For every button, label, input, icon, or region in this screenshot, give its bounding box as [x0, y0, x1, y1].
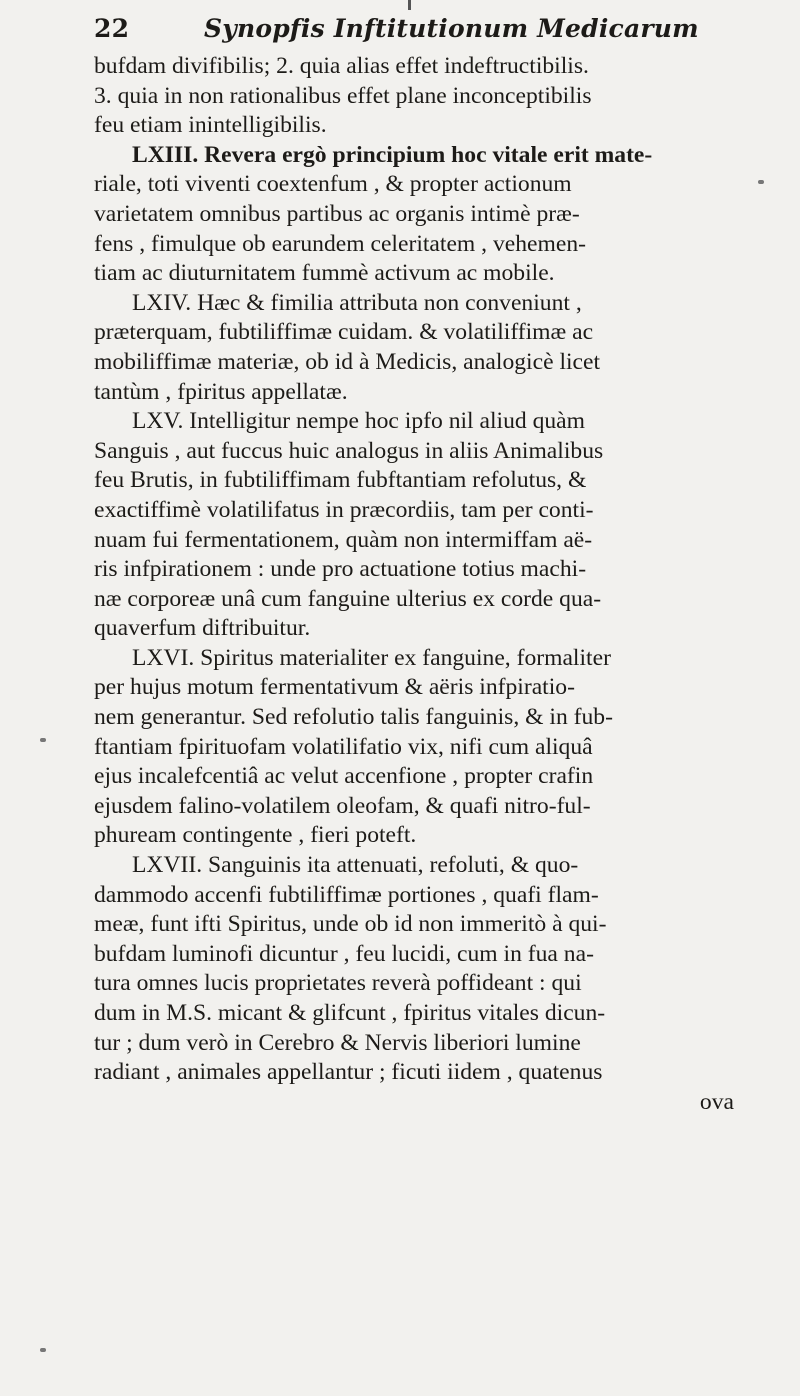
text-line: per hujus motum fermentativum & aëris infpiratio- — [94, 674, 575, 701]
text-line: ejus incalefcentiâ ac velut accenfione , propter crafin — [94, 763, 594, 790]
text-line: præterquam, fubtiliffimæ cuidam. & volatiliffimæ ac — [94, 319, 594, 346]
body-text — [94, 52, 754, 1117]
text-line: nem generantur. Sed refolutio talis fanguinis, & in fub- — [94, 704, 613, 731]
paragraph-lxv-start: LXV. Intelligitur nempe hoc ipfo nil aliud quàm — [132, 408, 586, 435]
text-line: næ corporeæ unâ cum fanguine ulterius ex corde qua- — [94, 585, 602, 612]
margin-speck — [758, 180, 764, 184]
page-number: 22 — [94, 14, 130, 43]
text-line: bufdam divifibilis; 2. quia alias effet indeftructibilis. — [94, 53, 589, 79]
text-line: radiant , animales appellantur ; ficuti iidem , quatenus — [94, 1059, 603, 1086]
text-line: tur ; dum verò in Cerebro & Nervis liberiori lumine — [94, 1029, 581, 1056]
page-edge-mark — [408, 0, 411, 10]
text-line: feu etiam inintelligibilis. — [94, 112, 327, 139]
text-line: phuream contingente , fieri poteft. — [94, 822, 417, 849]
catchword: ova — [699, 1088, 734, 1115]
text-line: Sanguis , aut fuccus huic analogus in aliis Animalibus — [94, 437, 604, 464]
running-title: Synopfis Inftitutionum Medicarum — [204, 14, 699, 43]
paragraph-lxiii-start: LXIII. Revera ergò principium hoc vitale erit mate- — [132, 141, 653, 168]
text-line: feu Brutis, in fubtiliffimam fubftantiam refolutus, & — [94, 467, 587, 494]
paragraph-lxvi-start: LXVI. Spiritus materialiter ex fanguine, formaliter — [132, 644, 611, 671]
text-line: varietatem omnibus partibus ac organis intimè præ- — [94, 200, 580, 227]
text-line: fens , fimulque ob earundem celeritatem , vehemen- — [94, 230, 586, 257]
text-line: tantùm , fpiritus appellatæ. — [94, 378, 348, 405]
text-line: mobiliffimæ materiæ, ob id à Medicis, analogicè licet — [94, 348, 601, 375]
paragraph-lxiv-start: LXIV. Hæc & fimilia attributa non conveniunt , — [132, 289, 582, 316]
text-line: nuam fui fermentationem, quàm non intermiffam aë- — [94, 526, 593, 553]
text-line: tiam ac diuturnitatem fummè activum ac mobile. — [94, 260, 555, 287]
text-line: quaverfum diftribuitur. — [94, 615, 311, 642]
text-line: ftantiam fpirituofam volatilifatio vix, nifi cum aliquâ — [94, 733, 593, 760]
text-line: riale, toti viventi coextenfum , & propter actionum — [94, 171, 572, 198]
text-line: ris infpirationem : unde pro actuatione totius machi- — [94, 556, 587, 583]
text-line: ejusdem falino-volatilem oleofam, & quafi nitro-ful- — [94, 792, 591, 819]
text-line: bufdam luminofi dicuntur , feu lucidi, cum in fua na- — [94, 940, 594, 967]
paragraph-lxvii-start: LXVII. Sanguinis ita attenuati, refoluti, & quo- — [132, 852, 579, 879]
margin-speck — [40, 1348, 46, 1352]
text-line: tura omnes lucis proprietates reverà poffideant : qui — [94, 970, 582, 997]
text-line: meæ, funt ifti Spiritus, unde ob id non immeritò à qui- — [94, 911, 607, 938]
text-line: dum in M.S. micant & glifcunt , fpiritus vitales dicun- — [94, 1000, 606, 1026]
margin-speck — [40, 738, 46, 742]
running-header — [94, 14, 734, 43]
text-line: exactiffimè volatilifatus in præcordiis, tam per conti- — [94, 496, 594, 523]
text-line: dammodo accenfi fubtiliffimæ portiones , quafi flam- — [94, 881, 599, 908]
text-line: 3. quia in non rationalibus effet plane inconceptibilis — [94, 82, 592, 109]
